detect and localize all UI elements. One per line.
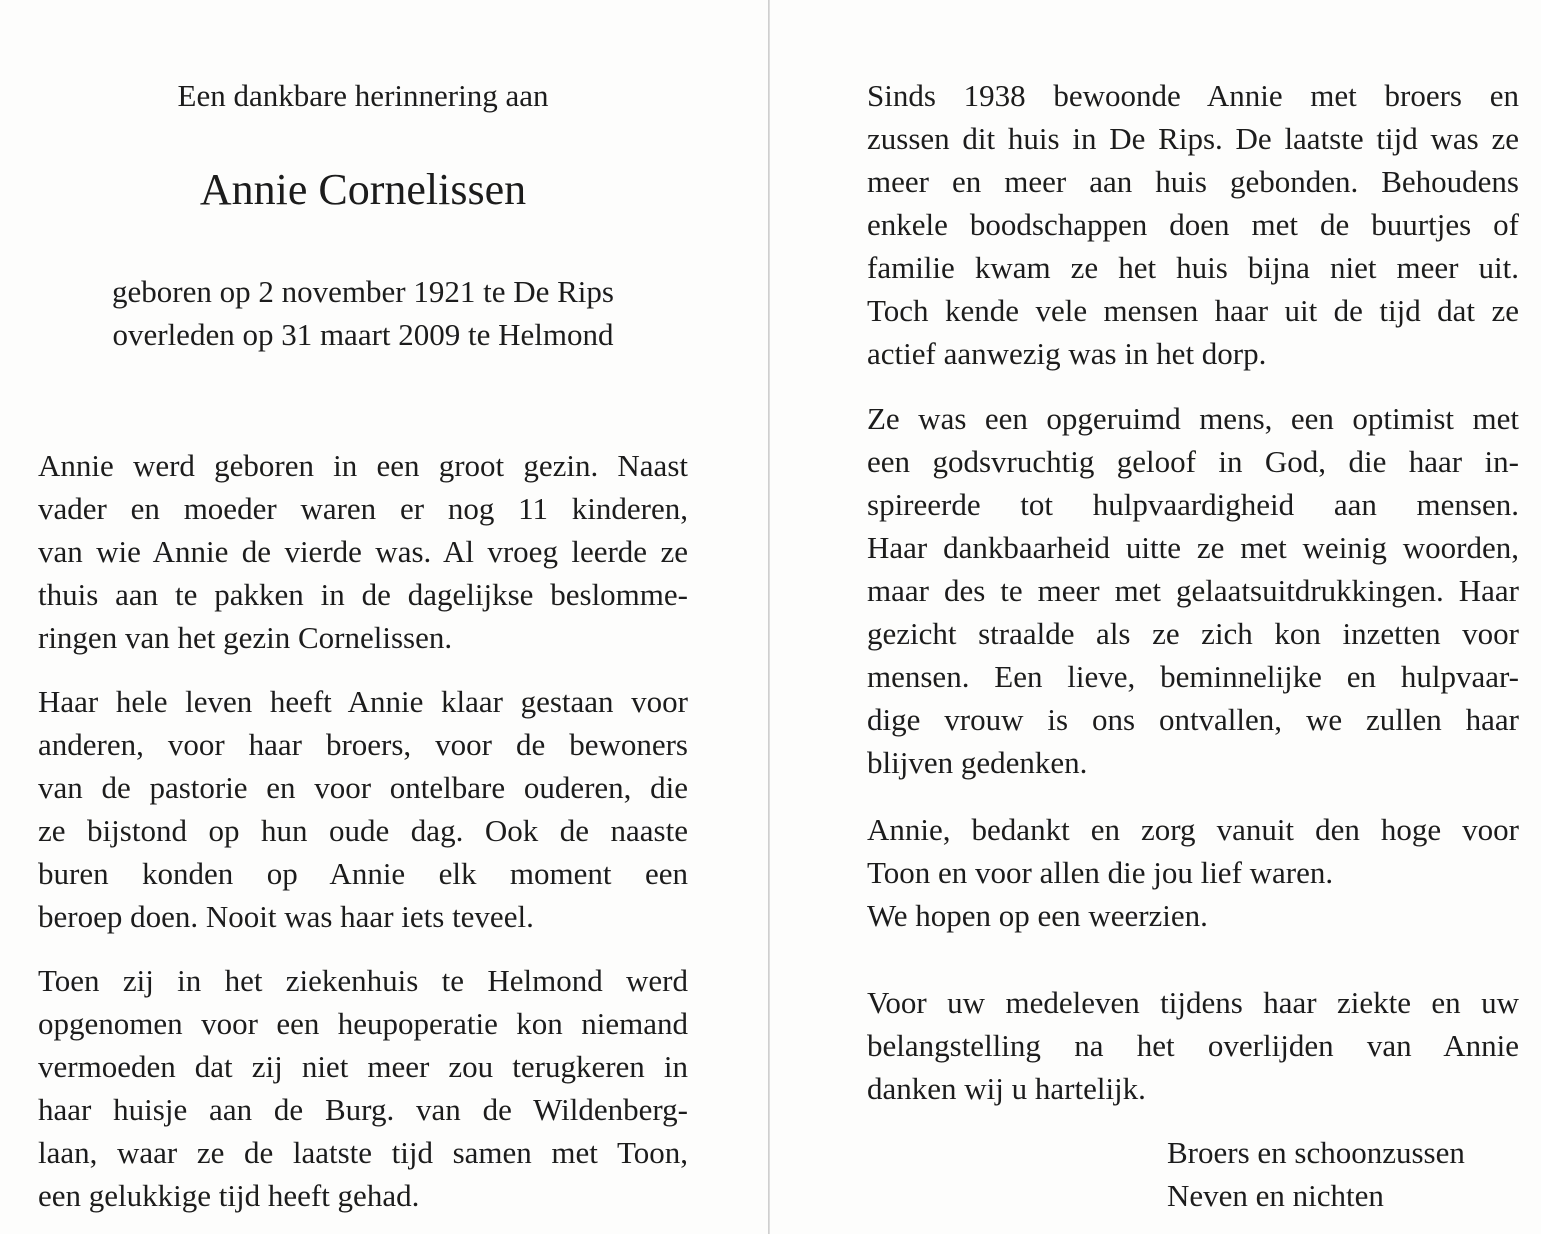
right-p2-line: Haar dankbaarheid uitte ze met weinig woorden, bbox=[867, 530, 1519, 565]
left-p3-line: vermoeden dat zij niet meer zou terugkeren in bbox=[38, 1049, 688, 1084]
right-p2-line: gezicht straalde als ze zich kon inzetten voor bbox=[867, 616, 1519, 651]
right-p1-line: familie kwam ze het huis bijna niet meer uit. bbox=[867, 250, 1519, 285]
right-p2-line: maar des te meer met gelaatsuitdrukkingen. Haar bbox=[867, 573, 1519, 608]
right-p3-line: Annie, bedankt en zorg vanuit den hoge voor bbox=[867, 812, 1519, 847]
left-p3-line: haar huisje aan de Burg. van de Wildenberg- bbox=[38, 1092, 688, 1127]
left-p3-line: opgenomen voor een heupoperatie kon niemand bbox=[38, 1006, 688, 1041]
left-p2-line: ze bijstond op hun oude dag. Ook de naaste bbox=[38, 813, 688, 848]
signature-line: Neven en nichten bbox=[1167, 1178, 1384, 1213]
birth-line: geboren op 2 november 1921 te De Rips bbox=[112, 274, 614, 309]
right-p1-line: meer en meer aan huis gebonden. Behoudens bbox=[867, 164, 1519, 199]
left-p1-line: vader en moeder waren er nog 11 kinderen, bbox=[38, 491, 688, 526]
intro-line: Een dankbare herinnering aan bbox=[177, 78, 549, 113]
right-p1-line: enkele boodschappen doen met de buurtjes of bbox=[867, 207, 1519, 242]
left-p1-line: van wie Annie de vierde was. Al vroeg leerde ze bbox=[38, 534, 688, 569]
left-p1-line: thuis aan te pakken in de dagelijkse beslomme- bbox=[38, 577, 688, 612]
left-p2-line: van de pastorie en voor ontelbare ouderen, die bbox=[38, 770, 688, 805]
deceased-name: Annie Cornelissen bbox=[199, 165, 527, 214]
right-p2-line: een godsvruchtig geloof in God, die haar in- bbox=[867, 444, 1519, 479]
right-p4-line: Voor uw medeleven tijdens haar ziekte en uw bbox=[867, 985, 1519, 1020]
left-p2-line: anderen, voor haar broers, voor de bewoners bbox=[38, 727, 688, 762]
right-p4-line: belangstelling na het overlijden van Annie bbox=[867, 1028, 1519, 1063]
right-p1-line: Toch kende vele mensen haar uit de tijd dat ze bbox=[867, 293, 1519, 328]
left-p2-line: Haar hele leven heeft Annie klaar gestaan voor bbox=[38, 684, 688, 719]
right-p4-line: danken wij u hartelijk. bbox=[867, 1071, 1146, 1106]
left-p3-line: een gelukkige tijd heeft gehad. bbox=[38, 1178, 420, 1213]
right-p2-line: spireerde tot hulpvaardigheid aan mensen. bbox=[867, 487, 1519, 522]
card-fold-line bbox=[768, 0, 770, 1234]
left-p2-line: beroep doen. Nooit was haar iets teveel. bbox=[38, 899, 534, 934]
right-p1-line: actief aanwezig was in het dorp. bbox=[867, 336, 1267, 371]
left-p1-line: Annie werd geboren in een groot gezin. Naast bbox=[38, 448, 688, 483]
death-line: overleden op 31 maart 2009 te Helmond bbox=[112, 317, 614, 352]
left-p2-line: buren konden op Annie elk moment een bbox=[38, 856, 688, 891]
right-p3-line: We hopen op een weerzien. bbox=[867, 898, 1208, 933]
right-p2-line: dige vrouw is ons ontvallen, we zullen haar bbox=[867, 702, 1519, 737]
left-p3-line: Toen zij in het ziekenhuis te Helmond werd bbox=[38, 963, 688, 998]
right-p1-line: Sinds 1938 bewoonde Annie met broers en bbox=[867, 78, 1519, 113]
left-p1-line: ringen van het gezin Cornelissen. bbox=[38, 620, 453, 655]
right-p2-line: blijven gedenken. bbox=[867, 745, 1088, 780]
signature-line: Broers en schoonzussen bbox=[1167, 1135, 1465, 1170]
left-p3-line: laan, waar ze de laatste tijd samen met Toon, bbox=[38, 1135, 688, 1170]
right-p2-line: mensen. Een lieve, beminnelijke en hulpvaar- bbox=[867, 659, 1519, 694]
right-p1-line: zussen dit huis in De Rips. De laatste tijd was ze bbox=[867, 121, 1519, 156]
right-p2-line: Ze was een opgeruimd mens, een optimist met bbox=[867, 401, 1519, 436]
right-p3-line: Toon en voor allen die jou lief waren. bbox=[867, 855, 1334, 890]
